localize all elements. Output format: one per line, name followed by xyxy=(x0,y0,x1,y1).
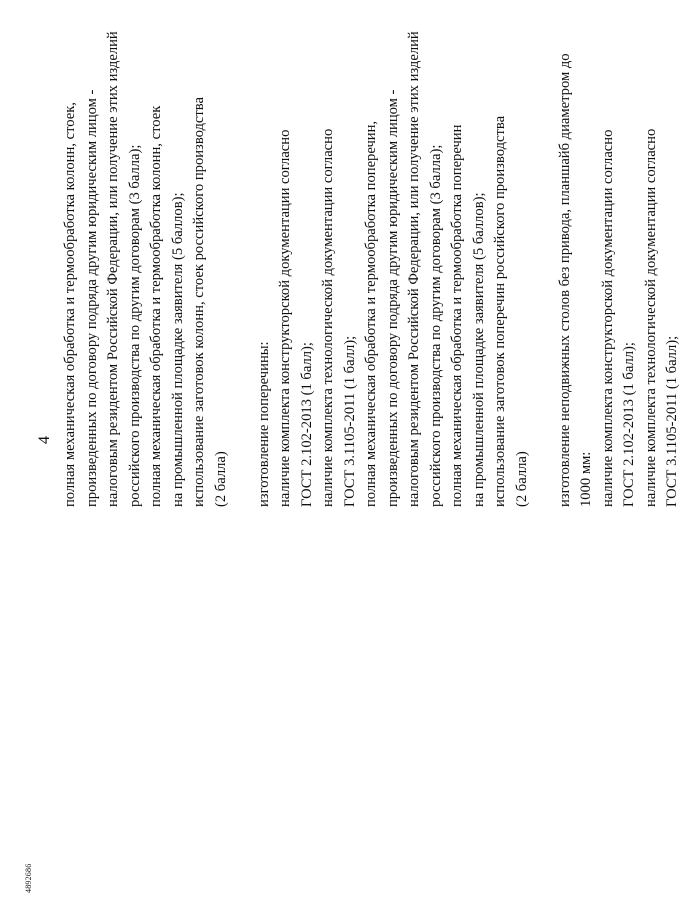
text-line: использование заготовок колонн, стоек российского производства xyxy=(191,97,207,507)
text-line: изготовление неподвижных столов без привода, планшайб диаметром до xyxy=(556,53,573,507)
text-line: наличие комплекта конструкторской документации согласно xyxy=(599,129,616,507)
text-line: ГОСТ 2.102-2013 (1 балл); xyxy=(298,342,315,507)
text-line: наличие комплекта конструкторской документации согласно xyxy=(277,129,293,507)
paragraph-gap xyxy=(533,27,555,507)
text-line: ГОСТ 2.102-2013 (1 балл); xyxy=(621,342,637,507)
footer-code: 4892686 xyxy=(24,863,33,893)
text-line: 1000 мм: xyxy=(578,451,594,507)
page-number: 4 xyxy=(36,436,53,444)
text-line: налоговым резидентом Российской Федерации, или получение этих изделий xyxy=(406,31,422,507)
text-line: российского производства по другим договорам (3 балла); xyxy=(126,144,143,507)
text-line: произведенных по договору подряда другим юридическим лицом - xyxy=(83,89,100,507)
text-line: полная механическая обработка и термообработка поперечин, xyxy=(363,120,379,507)
text-line: полная механическая обработка и термообработка колонн, стоек, xyxy=(62,102,78,507)
text-line: (2 балла) xyxy=(212,451,229,507)
text-line: полная механическая обработка и термообработка колонн, стоек xyxy=(148,105,164,507)
document-body xyxy=(60,27,684,507)
text-line: наличие комплекта технологической документации согласно xyxy=(320,128,336,507)
text-line: наличие комплекта технологической документации согласно xyxy=(642,128,659,507)
paragraph-gap xyxy=(232,27,254,507)
text-line: (2 балла) xyxy=(513,451,530,507)
text-line: использование заготовок поперечин российского производства xyxy=(492,115,508,507)
text-line: налоговым резидентом Российской Федерации, или получение этих изделий xyxy=(105,31,121,507)
text-line: полная механическая обработка и термообработка поперечин xyxy=(449,124,465,507)
text-line: ГОСТ 3.1105-2011 (1 балл); xyxy=(341,335,358,507)
text-line: произведенных по договору подряда другим юридическим лицом - xyxy=(384,89,401,507)
text-line: на промышленной площадке заявителя (5 баллов); xyxy=(470,192,487,507)
text-line: ГОСТ 3.1105-2011 (1 балл); xyxy=(664,335,680,507)
text-line: российского производства по другим договорам (3 балла); xyxy=(427,144,444,507)
text-line: на промышленной площадке заявителя (5 баллов); xyxy=(169,192,186,507)
text-line: изготовление поперечины: xyxy=(255,341,272,507)
